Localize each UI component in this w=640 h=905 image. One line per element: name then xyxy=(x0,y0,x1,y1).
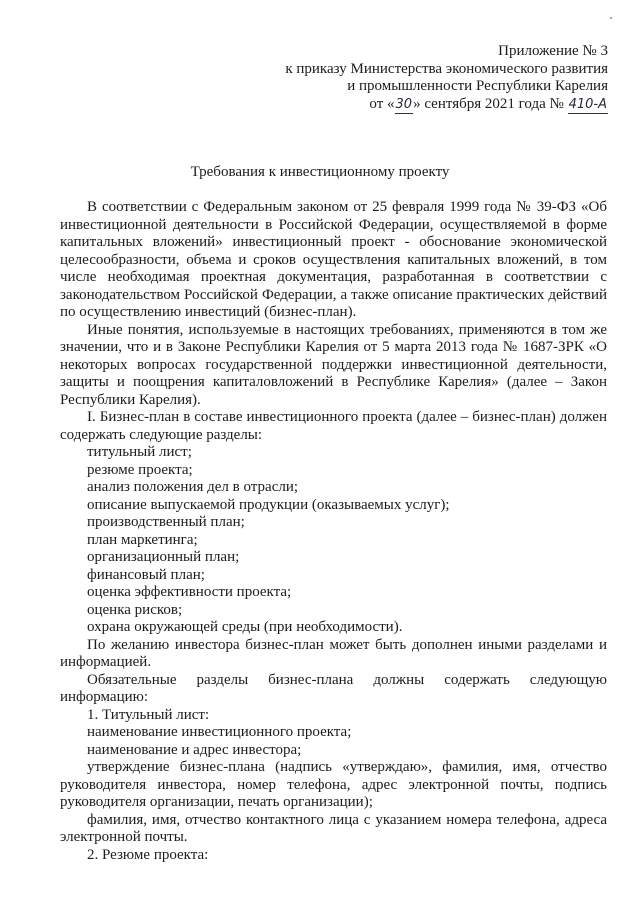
list-item: план маркетинга; xyxy=(87,531,198,548)
document-title: Требования к инвестиционному проекту xyxy=(190,164,450,180)
paragraph: Обязательные разделы бизнес-плана должны содержать следующую информацию: xyxy=(60,671,607,705)
date-middle: » сентября 2021 года № xyxy=(413,95,564,112)
list-item: резюме проекта; xyxy=(87,461,193,478)
appendix-header xyxy=(285,43,608,114)
list-item: описание выпускаемой продукции (оказываемых услуг); xyxy=(87,496,450,513)
list-item: производственный план; xyxy=(87,514,245,530)
appendix-number: Приложение № 3 xyxy=(498,43,608,59)
paragraph: По желанию инвестора бизнес-план может быть дополнен иными разделами и информацией. xyxy=(60,636,607,670)
document-body xyxy=(60,199,607,864)
section-heading: 1. Титульный лист: xyxy=(87,706,210,723)
paragraph: Иные понятия, используемые в настоящих требованиях, применяются в том же значении, что и в Законе Республики Карелия от 5 марта 2013 года № 1687-ЗРК «О некоторых вопросах государственной поддержки инвестиционной деятельности, защиты и поощрения капиталовложений в Республике Карелия» (далее – Закон Республики Карелия). xyxy=(60,321,607,408)
list-item: оценка эффективности проекта; xyxy=(87,584,292,600)
paragraph: В соответствии с Федеральным законом от 25 февраля 1999 года № 39-ФЗ «Об инвестиционной деятельности в Российской Федерации, осуществляемой в форме капитальных вложений» инвестиционный проект - обоснование экономической целесообразности, объема и сроков осуществления капитальных вложений, в том числе необходимая проектная документация, разработанная в соответствии с законодательством Российской Федерации, а также описание практических действий по осуществлению инвестиций (бизнес-план). xyxy=(60,199,607,320)
section-heading: 2. Резюме проекта: xyxy=(87,846,209,863)
handwritten-order-number: 410-А xyxy=(568,96,608,115)
list-item: титульный лист; xyxy=(87,444,192,460)
scan-speck xyxy=(610,17,612,19)
ministry-name: и промышленности Республики Карелия xyxy=(347,78,608,94)
order-date-line xyxy=(285,96,608,115)
handwritten-day: 30 xyxy=(395,96,414,115)
paragraph: I. Бизнес-план в составе инвестиционного проекта (далее – бизнес-план) должен содержать следующие разделы: xyxy=(60,409,607,443)
list-item: охрана окружающей среды (при необходимости). xyxy=(87,619,403,635)
list-item: наименование инвестиционного проекта; xyxy=(87,724,352,740)
date-prefix: от « xyxy=(369,95,395,112)
list-item: организационный план; xyxy=(87,549,240,565)
list-item: финансовый план; xyxy=(87,566,205,583)
list-item: анализ положения дел в отрасли; xyxy=(87,479,299,495)
paragraph: утверждение бизнес-плана (надпись «утверждаю», фамилия, имя, отчество руководителя инвестора, номер телефона, адрес электронной почты, подпись руководителя организации, печать организации); xyxy=(60,759,607,810)
order-reference: к приказу Министерства экономического развития xyxy=(285,60,608,77)
list-item: оценка рисков; xyxy=(87,601,183,618)
list-item: наименование и адрес инвестора; xyxy=(87,741,302,758)
paragraph: фамилия, имя, отчество контактного лица с указанием номера телефона, адреса электронной почты. xyxy=(60,811,607,845)
